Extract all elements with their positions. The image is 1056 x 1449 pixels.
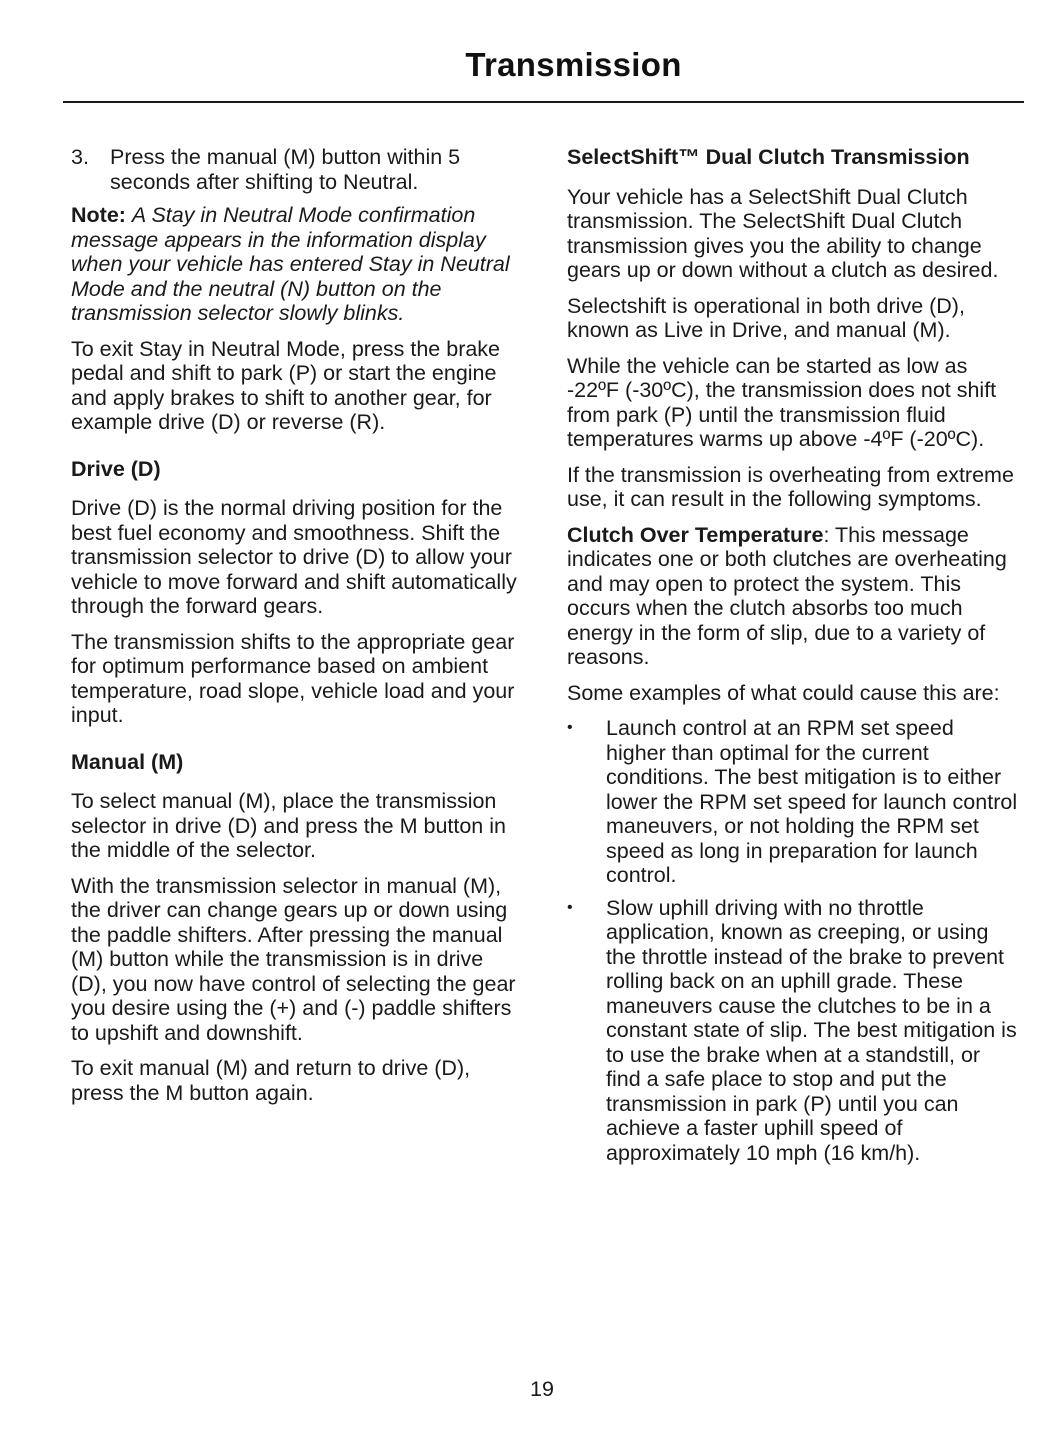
selectshift-paragraph-2: Selectshift is operational in both drive (D), known as Live in Drive, and manual (M). (567, 293, 965, 342)
page-title: Transmission (465, 46, 682, 83)
bullet-marker: • (567, 898, 573, 916)
drive-paragraph-1: Drive (D) is the normal driving position for the best fuel economy and smoothness. Shift the transmission selector to drive (D) to allow your vehicle to move forward and shift automatically through the forward gears. (71, 496, 517, 618)
drive-heading: Drive (D) (71, 456, 161, 481)
manual-paragraph-3: To exit manual (M) and return to drive (D), press the M button again. (71, 1056, 471, 1105)
bullet-marker: • (567, 719, 573, 736)
list-item (567, 896, 1019, 1166)
selectshift-paragraph-1: Your vehicle has a SelectShift Dual Clutch transmission. The SelectShift Dual Clutch transmission gives you the ability to change gears up or down without a clutch as desired. (567, 184, 999, 282)
step-number: 3. (71, 145, 89, 169)
list-item-text: Slow uphill driving with no throttle application, known as creeping, or using the throttle instead of the brake to prevent rolling back on an uphill grade. These maneuvers cause the clutches to be in a constant state of slip. The best mitigation is to use the brake when at a standstill, or find a safe place to stop and put the transmission in park (P) until you can achieve a faster uphill speed of approximately 10 mph (16 km/h). (606, 895, 1017, 1165)
right-column (567, 145, 1019, 1173)
note-text: A Stay in Neutral Mode confirmation message appears in the information display when your vehicle has entered Stay in Neutral Mode and the neutral (N) button on the transmission selector slowly blinks. (71, 203, 510, 325)
numbered-step (71, 145, 523, 194)
selectshift-paragraph-5: Some examples of what could cause this are: (567, 680, 1000, 705)
page-number: 19 (530, 1377, 554, 1401)
manual-paragraph-1: To select manual (M), place the transmission selector in drive (D) and press the M button in the middle of the selector. (71, 789, 506, 862)
cause-list (567, 716, 1019, 1165)
selectshift-paragraph-4: If the transmission is overheating from extreme use, it can result in the following symptoms. (567, 462, 1014, 511)
clutch-text: : This message indicates one or both clutches are overheating and may open to protect the system. This occurs when the clutch absorbs too much energy in the form of slip, due to a variety of reasons. (567, 522, 1007, 669)
clutch-paragraph (567, 523, 1019, 670)
drive-paragraph-2: The transmission shifts to the appropriate gear for optimum performance based on ambient temperature, road slope, vehicle load and your input. (71, 629, 515, 727)
note-label: Note: (71, 203, 126, 227)
selectshift-heading: SelectShift™ Dual Clutch Transmission (567, 145, 970, 169)
note-paragraph (71, 203, 523, 326)
exit-neutral-paragraph: To exit Stay in Neutral Mode, press the brake pedal and shift to park (P) or start the engine and apply brakes to shift to another gear, for example drive (D) or reverse (R). (71, 336, 501, 434)
manual-paragraph-2: With the transmission selector in manual (M), the driver can change gears up or down using the paddle shifters. After pressing the manual (M) button while the transmission is in drive (D), you now have control of selecting the gear you desire using the (+) and (-) paddle shifters to upshift and downshift. (71, 873, 516, 1045)
selectshift-paragraph-3: While the vehicle can be started as low as -22ºF (-30ºC), the transmission does not shift from park (P) until the transmission fluid temperatures warms up above -4ºF (-20ºC). (567, 353, 997, 451)
left-column (71, 145, 523, 1116)
manual-heading: Manual (M) (71, 749, 184, 774)
step-text: Press the manual (M) button within 5 seconds after shifting to Neutral. (110, 145, 461, 194)
page-header (63, 0, 1024, 103)
list-item-text: Launch control at an RPM set speed higher than optimal for the current conditions. The best mitigation is to either lower the RPM set speed for launch control maneuvers, or not holding the RPM set speed as long in preparation for launch control. (606, 716, 1018, 887)
clutch-label: Clutch Over Temperature (567, 522, 824, 547)
list-item (567, 716, 1019, 888)
